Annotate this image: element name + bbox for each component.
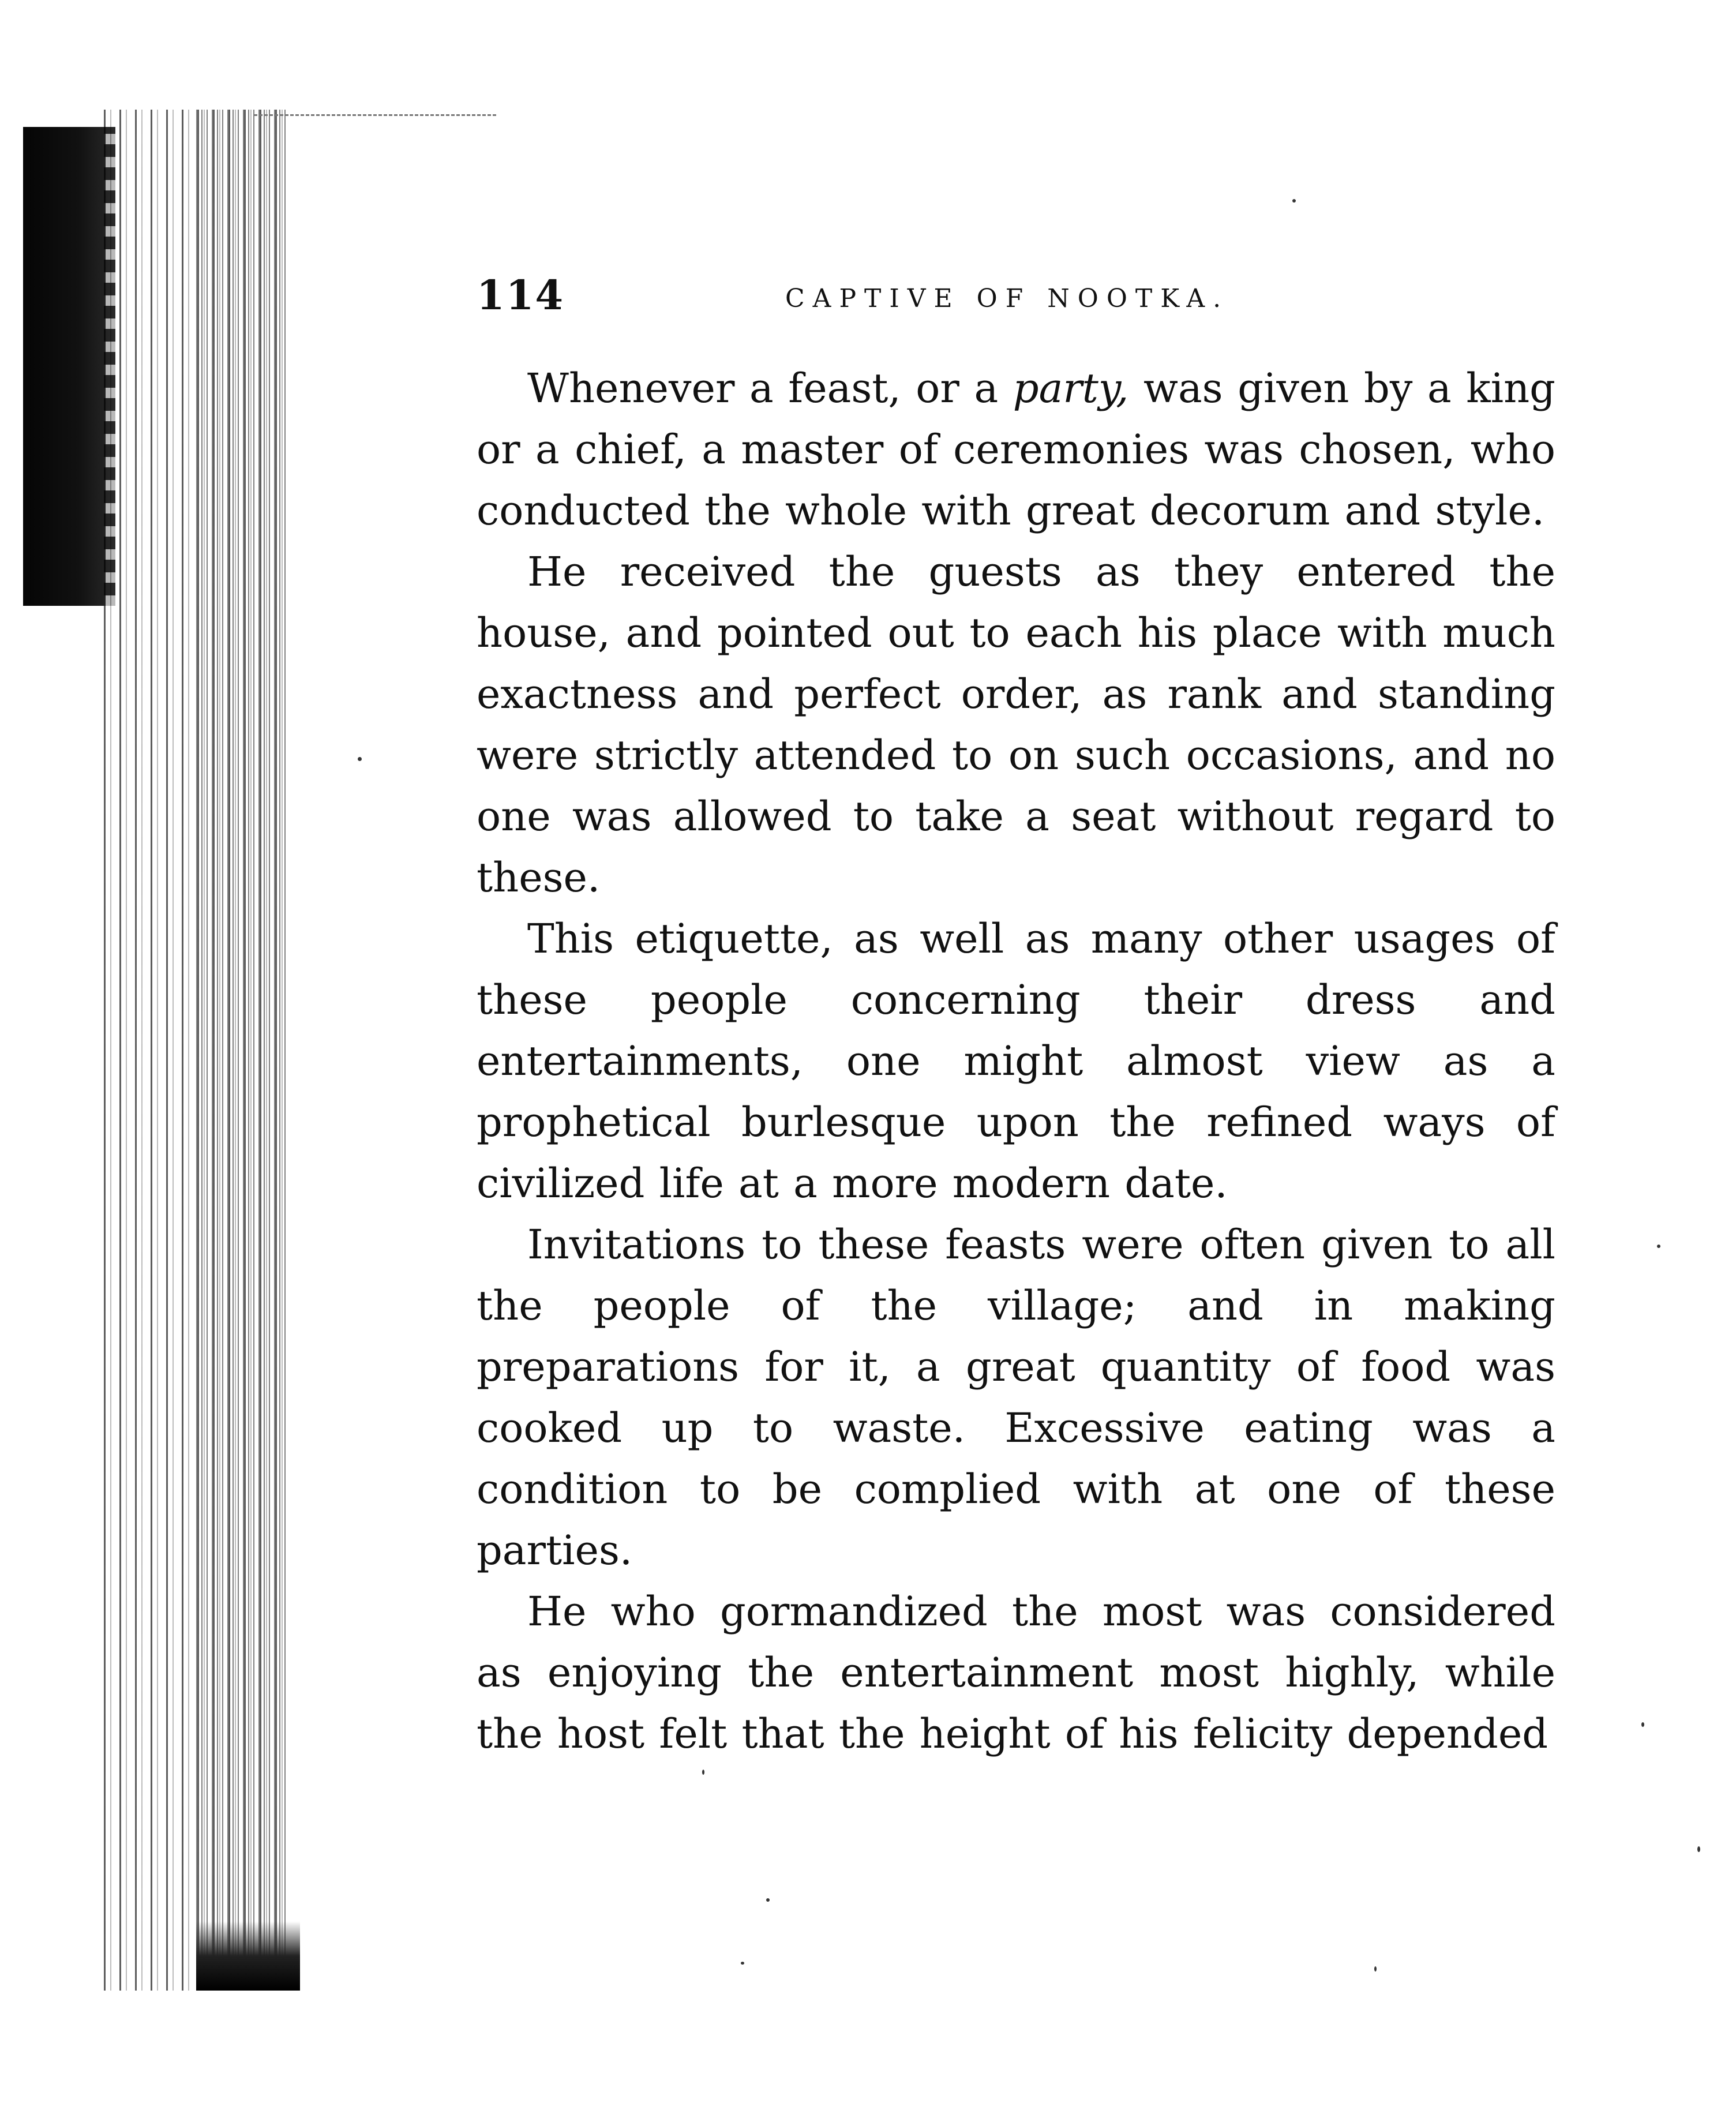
italic-segment: party,	[1013, 365, 1129, 412]
page-number: 114	[477, 271, 565, 319]
text-segment: Whenever a feast, or a	[527, 365, 1013, 412]
scan-speck	[1697, 1846, 1700, 1852]
text-segment: He who gormandized the most was considered as enjoying the entertainment most highly, while the host felt that the height of his felicity depended	[477, 1588, 1555, 1757]
paragraph-2	[477, 541, 1555, 908]
scan-speck	[1657, 1245, 1660, 1248]
text-segment: He received the guests as they entered the house, and pointed out to each his place with much exactness and perfect order, as rank and standing were strictly attended to on such occasions, and no one was allowed to take a seat without regard to these.	[477, 548, 1555, 901]
paragraph-4	[477, 1214, 1555, 1581]
body-text	[477, 358, 1555, 1764]
page-edge-streaks	[196, 110, 288, 1991]
text-segment: Invitations to these feasts were often given to all the people of the village; and in making preparations for it, a great quantity of food was cooked up to waste. Excessive eating was a condition to be complied with at one of these parties.	[477, 1221, 1555, 1574]
scan-speck	[1374, 1966, 1377, 1972]
book-page	[477, 271, 1555, 1764]
scan-speck	[1641, 1722, 1644, 1727]
scan-speck	[741, 1962, 744, 1965]
running-head	[477, 271, 1555, 335]
paragraph-5	[477, 1581, 1555, 1764]
running-title: CAPTIVE OF NOOTKA.	[785, 284, 1229, 313]
scan-speck	[1292, 199, 1296, 203]
text-segment: was given by a king or a chief, a master of ceremonies was chosen, who conducted the whole with great decorum and style.	[477, 365, 1555, 534]
scan-speck	[702, 1770, 704, 1775]
gutter-dark-block	[23, 127, 115, 606]
text-segment: This etiquette, as well as many other usages of these people concerning their dress and entertainments, one might almost view as a prophetical burlesque upon the refined ways of civilized life at a more modern date.	[477, 915, 1555, 1207]
gutter-bottom-shadow	[196, 1921, 300, 1991]
binding-gutter-shadow	[23, 110, 300, 1991]
scan-top-edge	[254, 114, 496, 116]
paragraph-1	[477, 358, 1555, 541]
scan-speck	[358, 757, 362, 761]
paragraph-3	[477, 908, 1555, 1214]
scan-speck	[766, 1898, 770, 1902]
